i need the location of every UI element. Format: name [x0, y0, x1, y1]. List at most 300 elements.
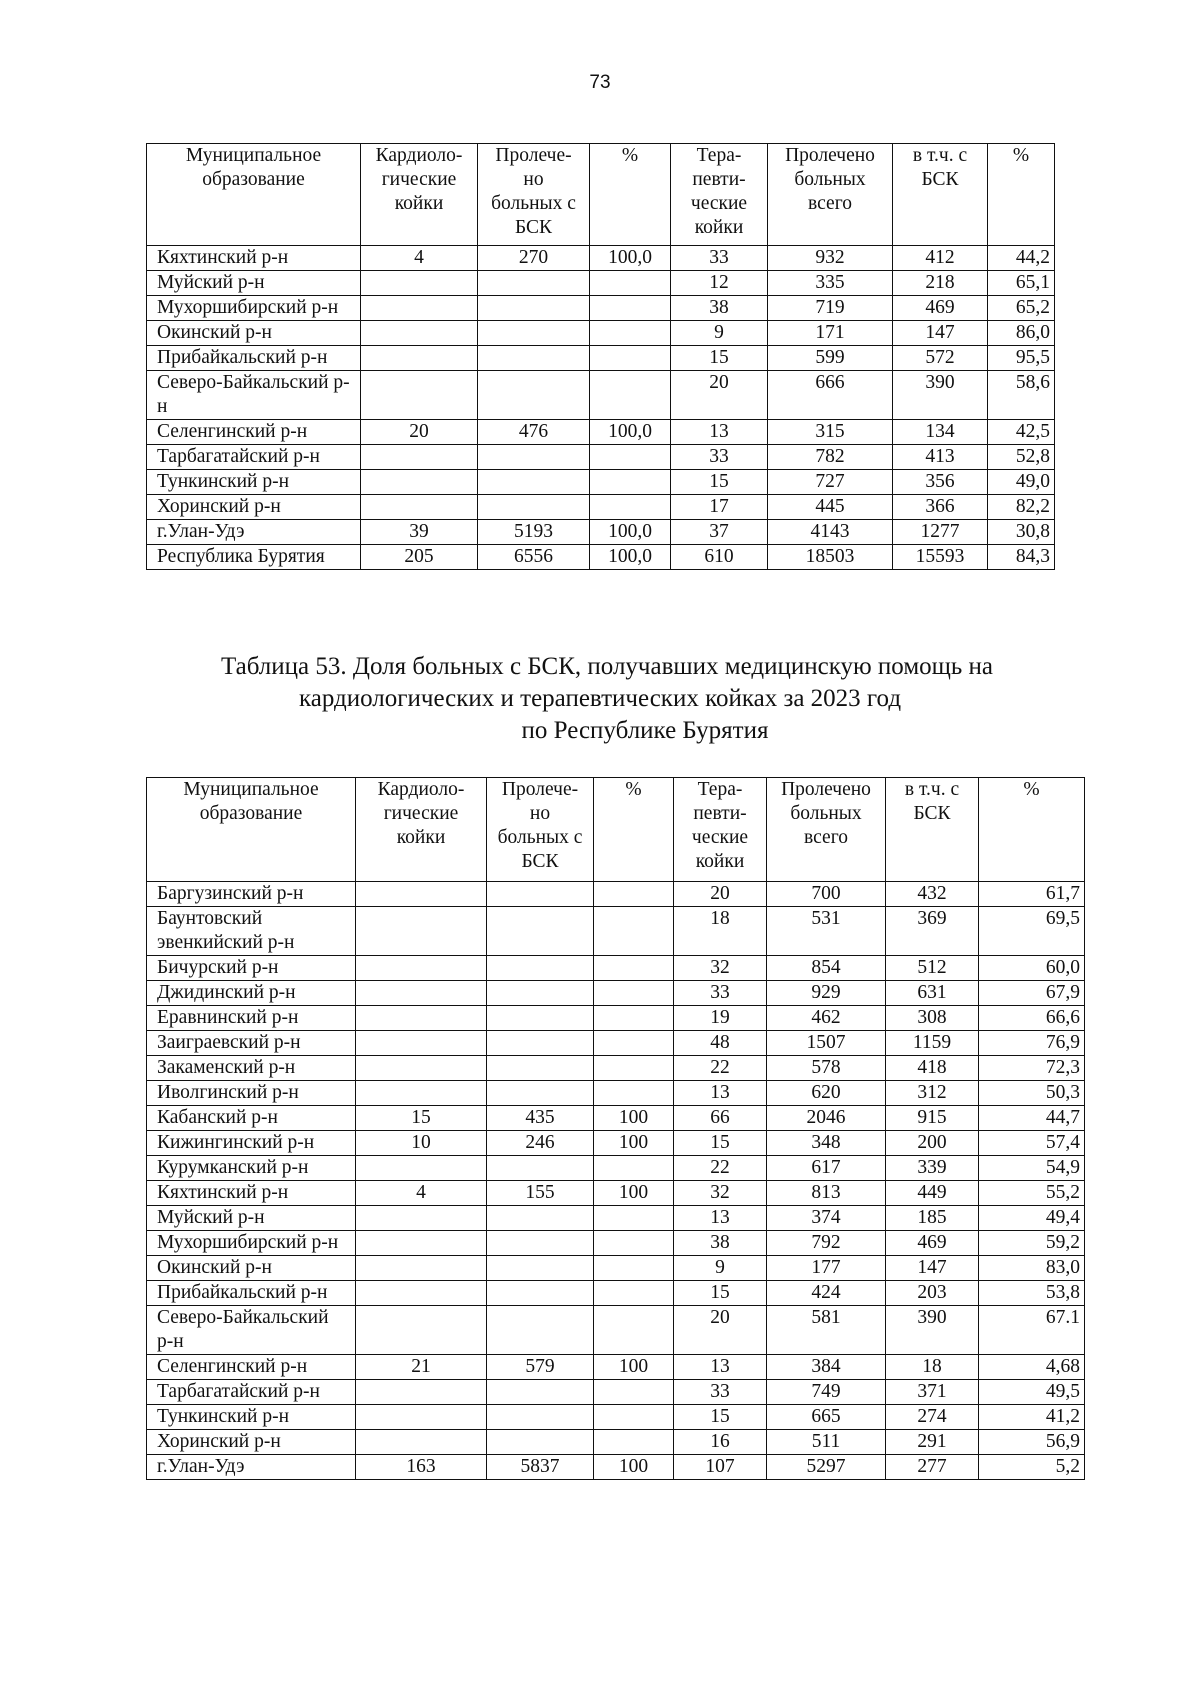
cardio-beds-cell	[356, 1306, 487, 1355]
therapy-beds-cell: 33	[671, 246, 768, 271]
treated-bsk-cell: 246	[487, 1131, 594, 1156]
cardio-beds-cell	[356, 1206, 487, 1231]
cardio-beds-cell	[356, 1081, 487, 1106]
header-treated-total: Пролечено больных всего	[767, 778, 886, 882]
percent-cell: 100	[594, 1455, 674, 1480]
incl-bsk-cell: 512	[886, 956, 979, 981]
treated-bsk-cell	[487, 1056, 594, 1081]
incl-bsk-cell: 147	[886, 1256, 979, 1281]
treated-total-cell: 666	[768, 371, 893, 420]
treated-total-cell: 348	[767, 1131, 886, 1156]
incl-bsk-cell: 369	[886, 907, 979, 956]
percent-cell: 100,0	[590, 420, 671, 445]
incl-bsk-cell: 418	[886, 1056, 979, 1081]
municipality-cell: Мухоршибирский р-н	[147, 296, 361, 321]
percent-cell	[594, 1081, 674, 1106]
percent-cell	[590, 470, 671, 495]
cardio-beds-cell	[361, 470, 478, 495]
header-percent: %	[594, 778, 674, 882]
table-row	[147, 956, 1085, 981]
incl-bsk-cell: 203	[886, 1281, 979, 1306]
municipality-cell: Окинский р-н	[147, 321, 361, 346]
treated-total-cell: 5297	[767, 1455, 886, 1480]
table-row	[147, 1106, 1085, 1131]
percent-cell	[594, 981, 674, 1006]
percent-cell: 5,2	[979, 1455, 1085, 1480]
incl-bsk-cell: 390	[893, 371, 988, 420]
cardio-beds-cell	[356, 981, 487, 1006]
treated-bsk-cell	[487, 1306, 594, 1355]
cardio-beds-cell	[356, 1056, 487, 1081]
percent-cell: 56,9	[979, 1430, 1085, 1455]
incl-bsk-cell: 274	[886, 1405, 979, 1430]
table-row	[147, 981, 1085, 1006]
header-incl-bsk: в т.ч. с БСК	[886, 778, 979, 882]
therapy-beds-cell: 13	[674, 1355, 767, 1380]
therapy-beds-cell: 18	[674, 907, 767, 956]
cardio-beds-cell	[356, 1430, 487, 1455]
treated-total-cell: 932	[768, 246, 893, 271]
cardio-beds-cell: 39	[361, 520, 478, 545]
cardio-beds-cell	[356, 1380, 487, 1405]
header-therapy-beds: Тера-певти-ческие койки	[674, 778, 767, 882]
therapy-beds-cell: 20	[671, 371, 768, 420]
municipality-cell: Баунтовский эвенкийский р-н	[147, 907, 356, 956]
therapy-beds-cell: 33	[674, 1380, 767, 1405]
cardio-beds-cell	[361, 346, 478, 371]
municipality-cell: Закаменский р-н	[147, 1056, 356, 1081]
table2-body	[147, 882, 1085, 1480]
cardio-beds-cell: 4	[361, 246, 478, 271]
percent-cell: 52,8	[988, 445, 1055, 470]
header-treated-bsk: Пролече-но больных с БСК	[478, 144, 590, 246]
treated-bsk-cell: 476	[478, 420, 590, 445]
percent-cell	[590, 445, 671, 470]
percent-cell: 100,0	[590, 246, 671, 271]
percent-cell	[594, 1056, 674, 1081]
municipality-cell: Селенгинский р-н	[147, 420, 361, 445]
therapy-beds-cell: 66	[674, 1106, 767, 1131]
treated-total-cell: 854	[767, 956, 886, 981]
table-row	[147, 246, 1055, 271]
header-municipality: Муниципальное образование	[147, 778, 356, 882]
therapy-beds-cell: 37	[671, 520, 768, 545]
incl-bsk-cell: 312	[886, 1081, 979, 1106]
therapy-beds-cell: 22	[674, 1056, 767, 1081]
table-row	[147, 495, 1055, 520]
header-percent: %	[590, 144, 671, 246]
percent-cell: 100	[594, 1181, 674, 1206]
table-caption	[0, 651, 1200, 747]
treated-bsk-cell	[478, 321, 590, 346]
percent-cell	[594, 1256, 674, 1281]
treated-bsk-cell	[478, 371, 590, 420]
percent-cell: 58,6	[988, 371, 1055, 420]
municipality-cell: Хоринский р-н	[147, 495, 361, 520]
therapy-beds-cell: 48	[674, 1031, 767, 1056]
incl-bsk-cell: 469	[893, 296, 988, 321]
table-row	[147, 1231, 1085, 1256]
municipality-cell: Окинский р-н	[147, 1256, 356, 1281]
treated-total-cell: 374	[767, 1206, 886, 1231]
header-municipality: Муниципальное образование	[147, 144, 361, 246]
table-row	[147, 1206, 1085, 1231]
table-row	[147, 1006, 1085, 1031]
treated-total-cell: 620	[767, 1081, 886, 1106]
cardio-beds-cell	[356, 1031, 487, 1056]
treated-total-cell: 171	[768, 321, 893, 346]
incl-bsk-cell: 572	[893, 346, 988, 371]
table-row	[147, 445, 1055, 470]
therapy-beds-cell: 15	[674, 1405, 767, 1430]
municipality-cell: Бичурский р-н	[147, 956, 356, 981]
treated-bsk-cell	[487, 1081, 594, 1106]
therapy-beds-cell: 20	[674, 882, 767, 907]
cardio-beds-cell: 10	[356, 1131, 487, 1156]
municipality-cell: Кабанский р-н	[147, 1106, 356, 1131]
percent-cell	[590, 495, 671, 520]
table-row	[147, 520, 1055, 545]
header-therapy-beds: Тера-певти-ческие койки	[671, 144, 768, 246]
therapy-beds-cell: 15	[674, 1281, 767, 1306]
municipality-cell: Муйский р-н	[147, 271, 361, 296]
therapy-beds-cell: 107	[674, 1455, 767, 1480]
percent-cell: 30,8	[988, 520, 1055, 545]
percent-cell: 100	[594, 1355, 674, 1380]
caption-line: кардиологических и терапевтических койках за 2023 год	[298, 685, 902, 712]
percent-cell: 4,68	[979, 1355, 1085, 1380]
treated-bsk-cell	[487, 1031, 594, 1056]
percent-cell: 65,2	[988, 296, 1055, 321]
percent-cell: 41,2	[979, 1405, 1085, 1430]
incl-bsk-cell: 390	[886, 1306, 979, 1355]
percent-cell: 42,5	[988, 420, 1055, 445]
treated-total-cell: 445	[768, 495, 893, 520]
table-row	[147, 882, 1085, 907]
treated-total-cell: 813	[767, 1181, 886, 1206]
treated-total-cell: 578	[767, 1056, 886, 1081]
table-row	[147, 420, 1055, 445]
treated-total-cell: 315	[768, 420, 893, 445]
beds-table-continued	[146, 143, 1055, 570]
treated-total-cell: 719	[768, 296, 893, 321]
table-row	[147, 1156, 1085, 1181]
treated-bsk-cell	[487, 1256, 594, 1281]
percent-cell: 86,0	[988, 321, 1055, 346]
treated-total-cell: 424	[767, 1281, 886, 1306]
municipality-cell: Кижингинский р-н	[147, 1131, 356, 1156]
header-cardio-beds: Кардиоло-гические койки	[361, 144, 478, 246]
treated-bsk-cell	[487, 882, 594, 907]
treated-bsk-cell	[478, 346, 590, 371]
incl-bsk-cell: 18	[886, 1355, 979, 1380]
header-incl-bsk: в т.ч. с БСК	[893, 144, 988, 246]
percent-cell: 57,4	[979, 1131, 1085, 1156]
treated-total-cell: 2046	[767, 1106, 886, 1131]
table-row	[147, 1081, 1085, 1106]
header-cardio-beds: Кардиоло-гические койки	[356, 778, 487, 882]
percent-cell	[594, 1231, 674, 1256]
table-row	[147, 1031, 1085, 1056]
percent-cell: 100	[594, 1106, 674, 1131]
treated-bsk-cell	[478, 271, 590, 296]
percent-cell	[594, 882, 674, 907]
percent-cell: 44,2	[988, 246, 1055, 271]
table-row	[147, 1181, 1085, 1206]
incl-bsk-cell: 413	[893, 445, 988, 470]
percent-cell	[594, 1006, 674, 1031]
header-percent: %	[988, 144, 1055, 246]
municipality-cell: Курумканский р-н	[147, 1156, 356, 1181]
therapy-beds-cell: 33	[671, 445, 768, 470]
incl-bsk-cell: 291	[886, 1430, 979, 1455]
incl-bsk-cell: 339	[886, 1156, 979, 1181]
treated-total-cell: 462	[767, 1006, 886, 1031]
table1-body	[147, 246, 1055, 570]
percent-cell: 100,0	[590, 545, 671, 570]
treated-bsk-cell	[478, 296, 590, 321]
percent-cell: 76,9	[979, 1031, 1085, 1056]
therapy-beds-cell: 9	[671, 321, 768, 346]
incl-bsk-cell: 218	[893, 271, 988, 296]
table-row	[147, 1355, 1085, 1380]
percent-cell	[594, 1306, 674, 1355]
treated-bsk-cell: 155	[487, 1181, 594, 1206]
incl-bsk-cell: 432	[886, 882, 979, 907]
table-row	[147, 1380, 1085, 1405]
therapy-beds-cell: 20	[674, 1306, 767, 1355]
municipality-cell: г.Улан-Удэ	[147, 1455, 356, 1480]
treated-total-cell: 335	[768, 271, 893, 296]
incl-bsk-cell: 200	[886, 1131, 979, 1156]
caption-line: Таблица 53. Доля больных с БСК, получавших медицинскую помощь на	[220, 653, 994, 680]
treated-bsk-cell	[487, 1430, 594, 1455]
percent-cell: 84,3	[988, 545, 1055, 570]
treated-bsk-cell	[478, 495, 590, 520]
cardio-beds-cell	[356, 1281, 487, 1306]
incl-bsk-cell: 356	[893, 470, 988, 495]
percent-cell	[590, 296, 671, 321]
incl-bsk-cell: 134	[893, 420, 988, 445]
percent-cell: 66,6	[979, 1006, 1085, 1031]
incl-bsk-cell: 1277	[893, 520, 988, 545]
treated-total-cell: 4143	[768, 520, 893, 545]
municipality-cell: Прибайкальский р-н	[147, 1281, 356, 1306]
percent-cell: 50,3	[979, 1081, 1085, 1106]
page-number: 73	[589, 72, 611, 93]
cardio-beds-cell	[356, 1006, 487, 1031]
incl-bsk-cell: 1159	[886, 1031, 979, 1056]
table-row	[147, 1455, 1085, 1480]
municipality-cell: Прибайкальский р-н	[147, 346, 361, 371]
therapy-beds-cell: 610	[671, 545, 768, 570]
incl-bsk-cell: 371	[886, 1380, 979, 1405]
cardio-beds-cell	[356, 1156, 487, 1181]
therapy-beds-cell: 13	[671, 420, 768, 445]
treated-bsk-cell: 579	[487, 1355, 594, 1380]
percent-cell: 59,2	[979, 1231, 1085, 1256]
percent-cell	[590, 321, 671, 346]
percent-cell: 49,0	[988, 470, 1055, 495]
therapy-beds-cell: 15	[674, 1131, 767, 1156]
treated-bsk-cell	[487, 907, 594, 956]
treated-bsk-cell: 270	[478, 246, 590, 271]
treated-bsk-cell	[487, 1231, 594, 1256]
incl-bsk-cell: 147	[893, 321, 988, 346]
municipality-cell: Кяхтинский р-н	[147, 246, 361, 271]
percent-cell	[594, 907, 674, 956]
cardio-beds-cell: 163	[356, 1455, 487, 1480]
percent-cell	[590, 346, 671, 371]
incl-bsk-cell: 277	[886, 1455, 979, 1480]
therapy-beds-cell: 38	[671, 296, 768, 321]
percent-cell	[594, 1156, 674, 1181]
therapy-beds-cell: 17	[671, 495, 768, 520]
caption-line: по Республике Бурятия	[521, 717, 769, 744]
percent-cell	[590, 271, 671, 296]
therapy-beds-cell: 32	[674, 1181, 767, 1206]
therapy-beds-cell: 22	[674, 1156, 767, 1181]
therapy-beds-cell: 19	[674, 1006, 767, 1031]
beds-table-53	[146, 777, 1085, 1480]
percent-cell: 72,3	[979, 1056, 1085, 1081]
treated-bsk-cell	[487, 1281, 594, 1306]
treated-bsk-cell: 5837	[487, 1455, 594, 1480]
table-row	[147, 545, 1055, 570]
municipality-cell: Хоринский р-н	[147, 1430, 356, 1455]
therapy-beds-cell: 32	[674, 956, 767, 981]
table-row	[147, 907, 1085, 956]
municipality-cell: Иволгинский р-н	[147, 1081, 356, 1106]
municipality-cell: Селенгинский р-н	[147, 1355, 356, 1380]
incl-bsk-cell: 15593	[893, 545, 988, 570]
cardio-beds-cell	[361, 371, 478, 420]
incl-bsk-cell: 366	[893, 495, 988, 520]
cardio-beds-cell	[356, 956, 487, 981]
percent-cell: 49,5	[979, 1380, 1085, 1405]
municipality-cell: Республика Бурятия	[147, 545, 361, 570]
treated-total-cell: 929	[767, 981, 886, 1006]
percent-cell: 100,0	[590, 520, 671, 545]
treated-bsk-cell	[487, 1206, 594, 1231]
cardio-beds-cell	[361, 296, 478, 321]
table-row	[147, 1405, 1085, 1430]
percent-cell	[594, 1380, 674, 1405]
municipality-cell: Тункинский р-н	[147, 1405, 356, 1430]
percent-cell: 65,1	[988, 271, 1055, 296]
table-row	[147, 470, 1055, 495]
municipality-cell: Тарбагатайский р-н	[147, 445, 361, 470]
treated-bsk-cell: 6556	[478, 545, 590, 570]
cardio-beds-cell	[356, 1405, 487, 1430]
percent-cell: 82,2	[988, 495, 1055, 520]
treated-total-cell: 511	[767, 1430, 886, 1455]
cardio-beds-cell: 21	[356, 1355, 487, 1380]
municipality-cell: г.Улан-Удэ	[147, 520, 361, 545]
municipality-cell: Заиграевский р-н	[147, 1031, 356, 1056]
treated-bsk-cell: 435	[487, 1106, 594, 1131]
treated-bsk-cell	[487, 1405, 594, 1430]
treated-total-cell: 531	[767, 907, 886, 956]
cardio-beds-cell	[361, 495, 478, 520]
cardio-beds-cell	[356, 1256, 487, 1281]
treated-bsk-cell	[478, 470, 590, 495]
incl-bsk-cell: 185	[886, 1206, 979, 1231]
treated-total-cell: 617	[767, 1156, 886, 1181]
treated-total-cell: 749	[767, 1380, 886, 1405]
treated-total-cell: 599	[768, 346, 893, 371]
municipality-cell: Мухоршибирский р-н	[147, 1231, 356, 1256]
cardio-beds-cell	[361, 321, 478, 346]
cardio-beds-cell	[361, 271, 478, 296]
treated-bsk-cell	[487, 956, 594, 981]
table-row	[147, 1131, 1085, 1156]
cardio-beds-cell	[356, 882, 487, 907]
table-row	[147, 371, 1055, 420]
cardio-beds-cell: 20	[361, 420, 478, 445]
percent-cell	[594, 1430, 674, 1455]
percent-cell: 69,5	[979, 907, 1085, 956]
treated-total-cell: 1507	[767, 1031, 886, 1056]
treated-total-cell: 18503	[768, 545, 893, 570]
cardio-beds-cell: 15	[356, 1106, 487, 1131]
table-row	[147, 321, 1055, 346]
header-treated-total: Пролечено больных всего	[768, 144, 893, 246]
municipality-cell: Тункинский р-н	[147, 470, 361, 495]
table-row	[147, 346, 1055, 371]
table-row	[147, 1281, 1085, 1306]
percent-cell	[594, 956, 674, 981]
percent-cell: 55,2	[979, 1181, 1085, 1206]
municipality-cell: Тарбагатайский р-н	[147, 1380, 356, 1405]
percent-cell	[594, 1405, 674, 1430]
therapy-beds-cell: 13	[674, 1206, 767, 1231]
treated-total-cell: 665	[767, 1405, 886, 1430]
percent-cell: 60,0	[979, 956, 1085, 981]
therapy-beds-cell: 15	[671, 470, 768, 495]
municipality-cell: Северо-Байкальский р-н	[147, 371, 361, 420]
incl-bsk-cell: 631	[886, 981, 979, 1006]
table-row	[147, 1056, 1085, 1081]
treated-total-cell: 384	[767, 1355, 886, 1380]
percent-cell	[594, 1031, 674, 1056]
table-row	[147, 271, 1055, 296]
therapy-beds-cell: 16	[674, 1430, 767, 1455]
cardio-beds-cell	[361, 445, 478, 470]
treated-total-cell: 700	[767, 882, 886, 907]
therapy-beds-cell: 15	[671, 346, 768, 371]
incl-bsk-cell: 469	[886, 1231, 979, 1256]
cardio-beds-cell: 205	[361, 545, 478, 570]
treated-total-cell: 727	[768, 470, 893, 495]
table-row	[147, 1256, 1085, 1281]
percent-cell: 49,4	[979, 1206, 1085, 1231]
treated-bsk-cell	[487, 981, 594, 1006]
header-percent: %	[979, 778, 1085, 882]
treated-bsk-cell	[487, 1006, 594, 1031]
treated-bsk-cell	[487, 1380, 594, 1405]
percent-cell	[594, 1281, 674, 1306]
percent-cell: 53,8	[979, 1281, 1085, 1306]
therapy-beds-cell: 38	[674, 1231, 767, 1256]
therapy-beds-cell: 9	[674, 1256, 767, 1281]
percent-cell: 54,9	[979, 1156, 1085, 1181]
percent-cell: 67.1	[979, 1306, 1085, 1355]
treated-total-cell: 782	[768, 445, 893, 470]
table-row	[147, 296, 1055, 321]
treated-total-cell: 792	[767, 1231, 886, 1256]
municipality-cell: Баргузинский р-н	[147, 882, 356, 907]
